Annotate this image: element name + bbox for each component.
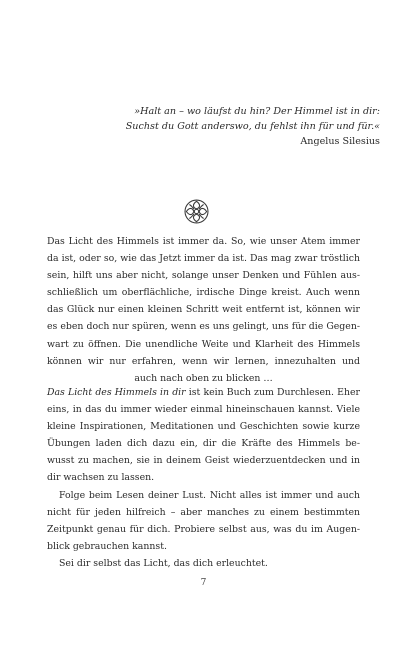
text-line: dir wachsen zu lassen.	[47, 472, 155, 484]
epigraph-line: »Halt an – wo läufst du hin? Der Himmel ist in dir:	[134, 106, 380, 117]
page-number: 7	[200, 578, 207, 588]
epigraph-line: Suchst du Gott anderswo, du fehlst ihn für und für.«	[125, 121, 380, 132]
text-line: wusst zu machen, sie in deinem Geist wiederzuentdecken und in	[47, 455, 360, 467]
text-line	[47, 384, 360, 401]
book-title: Das Licht des Himmels in dir	[47, 387, 186, 398]
text-line: da ist, oder so, wie das Jetzt immer da ist. Das mag zwar tröstlich	[47, 253, 360, 265]
text-fragment: ist kein Buch zum Durchlesen. Eher	[185, 387, 360, 398]
text-line: auch nach oben zu blicken …	[134, 372, 273, 384]
intro-paragraph	[47, 233, 360, 387]
text-line: Zeitpunkt genau für dich. Probiere selbst aus, was du im Augen-	[47, 523, 360, 535]
text-line: blick gebrauchen kannst.	[47, 540, 167, 552]
text-line: können wir nur erfahren, wenn wir lernen, innezuhalten und	[47, 355, 360, 367]
text-line: es eben doch nur spüren, wenn es uns gelingt, uns für die Gegen-	[47, 321, 360, 333]
text-line: sein, hilft uns aber nicht, solange unser Denken und Fühlen aus-	[47, 270, 360, 282]
text-line: schließlich um oberflächliche, irdische Dinge kreist. Auch wenn	[47, 287, 360, 299]
body-text	[47, 384, 360, 572]
epigraph-author: Angelus Silesius	[300, 136, 380, 147]
text-line: Sei dir selbst das Licht, das dich erleuchtet.	[59, 557, 268, 569]
text-line: wart zu öffnen. Die unendliche Weite und Klarheit des Himmels	[47, 338, 360, 350]
text-line: eins, in das du immer wieder einmal hineinschauen kannst. Viele	[47, 404, 360, 416]
epigraph	[20, 104, 380, 149]
text-line: kleine Inspirationen, Meditationen und Geschichten sowie kurze	[47, 421, 360, 433]
text-line: nicht für jeden hilfreich – aber manches zu einem bestimmten	[47, 506, 360, 518]
knot-ornament-icon	[183, 198, 210, 225]
text-line: Folge beim Lesen deiner Lust. Nicht alles ist immer und auch	[59, 489, 360, 501]
text-line: Das Licht des Himmels ist immer da. So, wie unser Atem immer	[47, 236, 360, 247]
text-line: Übungen laden dich dazu ein, dir die Kräfte des Himmels be-	[47, 438, 360, 450]
text-line: das Glück nur einen kleinen Schritt weit entfernt ist, können wir	[47, 304, 360, 316]
